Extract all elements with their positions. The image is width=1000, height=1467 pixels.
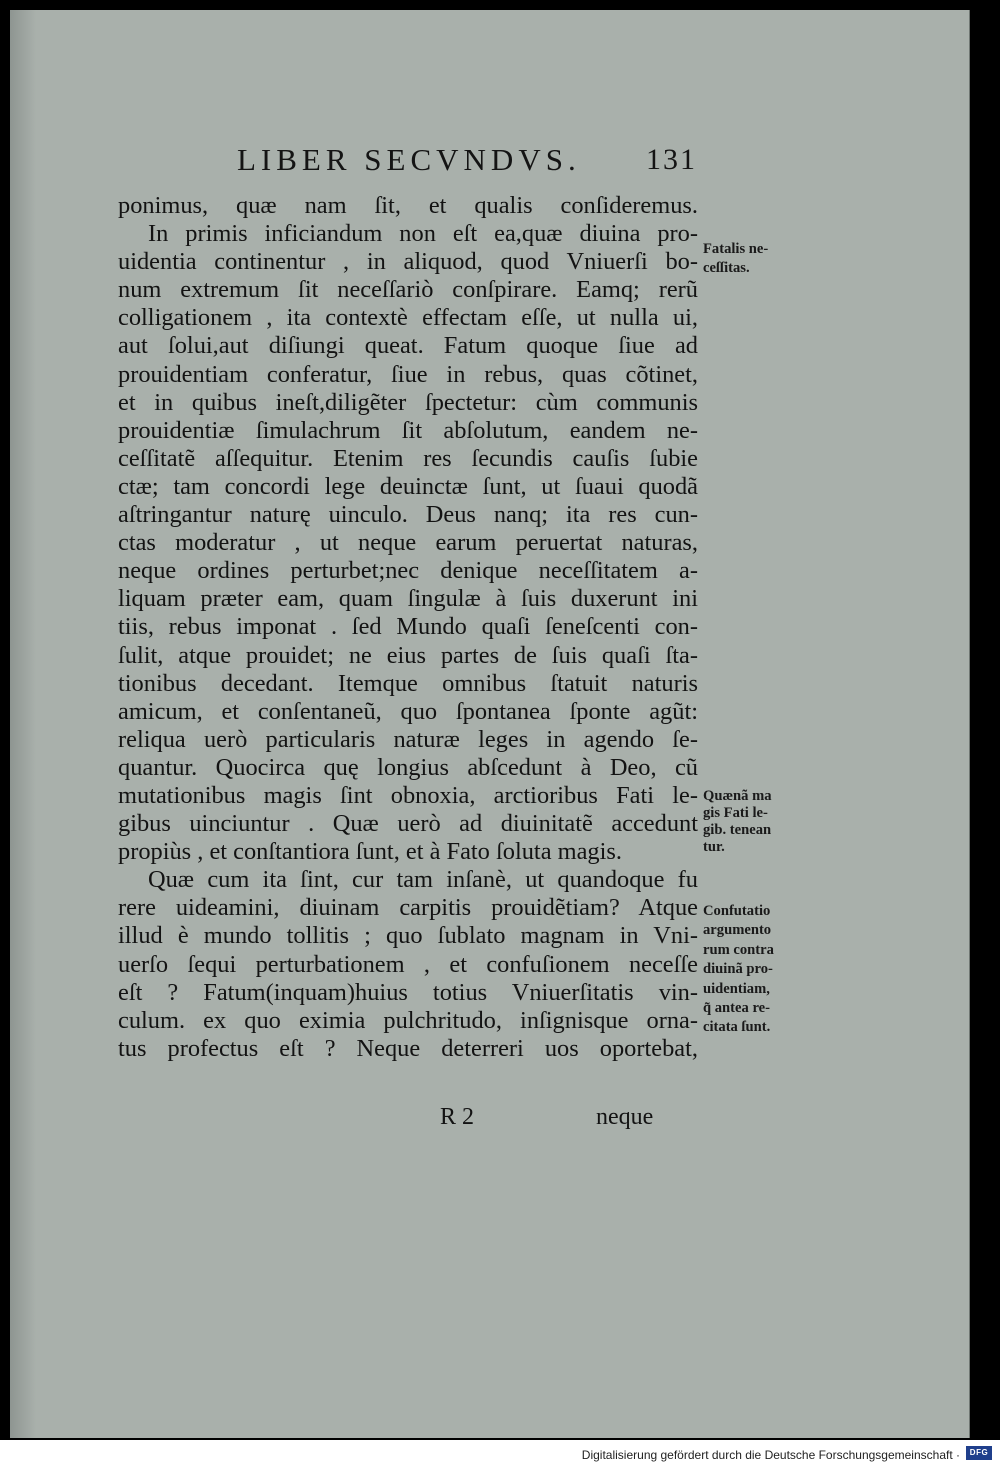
marginal-note-line: tur.	[703, 839, 725, 855]
marginal-note-line: argumento	[703, 922, 772, 939]
text-line: uidentia continentur , in aliquod, quod Vniuerſi bo-	[118, 248, 698, 276]
page-gutter-shadow	[10, 10, 36, 1438]
text-line: neque ordines perturbet;nec denique neceſſitatem a-	[118, 557, 698, 585]
marginal-note-line: Quænã ma	[703, 788, 772, 804]
text-line: reliqua uerò particularis naturæ leges in agendo ſe-	[118, 725, 698, 753]
text-line: ctæ; tam concordi lege deuinctæ ſunt, ut ſuaui quodã	[118, 472, 698, 500]
footer-bar	[0, 1440, 1000, 1467]
text-line: colligationem , ita contextè effectam eſſe, ut nulla ui,	[118, 304, 698, 332]
text-line: quantur. Quocirca quę longius abſcedunt à Deo, cũ	[118, 753, 698, 781]
marginal-note-line: gib. tenean	[703, 822, 772, 838]
marginal-note-fatalis	[703, 240, 768, 279]
text-line: rere uideamini, diuinam carpitis prouidẽtiam? Atque	[118, 894, 698, 922]
marginal-note-line: q̃ antea re-	[703, 999, 771, 1016]
text-line: liquam præter eam, quam ſingulæ à ſuis duxerunt ini	[118, 585, 698, 613]
marginal-note-quaenam	[703, 788, 772, 856]
text-line: culum. ex quo eximia pulchritudo, inſignisque orna-	[118, 1006, 698, 1034]
running-head: LIBER SECVNDVS.	[237, 142, 581, 177]
text-line: ctas moderatur , ut neque earum peruertat naturas,	[118, 529, 698, 557]
text-line: ceſſitatẽ aſſequitur. Etenim res ſecundis cauſis ſubie	[118, 444, 698, 472]
marginal-note-line: ceſſitas.	[703, 260, 750, 277]
text-line: In primis inficiandum non eſt ea,quæ diuina pro-	[148, 220, 698, 248]
text-line: prouidentiæ ſimulachrum ſit abſolutum, eandem ne-	[118, 416, 698, 444]
text-line: Quæ cum ita ſint, cur tam inſanè, ut quandoque fu	[148, 866, 698, 894]
text-line: tionibus decedant. Itemque omnibus ſtatuit naturis	[118, 669, 698, 697]
text-line: et in quibus ineſt,diligẽter ſpectetur: cùm communis	[118, 388, 698, 416]
text-line: ſulit, atque prouidet; ne eius partes de ſuis quaſi ſta-	[118, 641, 698, 669]
text-line: aut ſolui,aut diſiungi queat. Fatum quoque ſiue ad	[118, 332, 698, 360]
marginal-note-line: rum contra	[703, 941, 774, 958]
text-line: illud è mundo tollitis ; quo ſublato magnam in Vni-	[118, 922, 698, 950]
marginal-note-confutatio	[703, 902, 774, 1038]
text-line: amicum, et conſentaneũ, quo ſpontanea ſponte agũt:	[118, 697, 698, 725]
text-line: mutationibus magis ſint obnoxia, arctioribus Fati le-	[118, 781, 698, 809]
marginal-note-line: gis Fati le-	[703, 805, 768, 821]
text-line: gibus uinciuntur . Quæ uerò ad diuinitatẽ accedunt	[118, 810, 698, 838]
text-line: prouidentiam conferatur, ſiue in rebus, quas cõtinet,	[118, 360, 698, 388]
marginal-note-line: Confutatio	[703, 903, 771, 919]
funding-credit: Digitalisierung gefördert durch die Deutsche Forschungsgemeinschaft ·	[581, 1448, 960, 1462]
text-line: tiis, rebus imponat . ſed Mundo quaſi ſeneſcenti con-	[118, 613, 698, 641]
text-line: tus profectus eſt ? Neque deterreri uos oportebat,	[118, 1034, 698, 1062]
text-line: propiùs , et conſtantiora ſunt, et à Fato ſoluta magis.	[118, 838, 622, 866]
dfg-logo-icon: DFG	[966, 1446, 992, 1460]
signature-mark: R 2	[440, 1104, 475, 1130]
text-line: uerſo ſequi perturbationem , et confuſionem neceſſe	[118, 950, 698, 978]
marginal-note-line: citata ſunt.	[703, 1019, 771, 1036]
catchword: neque	[596, 1104, 654, 1130]
marginal-note-line: Fatalis ne-	[703, 241, 769, 257]
page-number: 131	[646, 143, 697, 176]
text-line: eſt ? Fatum(inquam)huius totius Vniuerſitatis vin-	[118, 978, 698, 1006]
text-line: num extremum ſit neceſſariò conſpirare. Eamq; rerũ	[118, 276, 698, 304]
text-line: aſtringantur naturę uinculo. Deus nanq; ita res cun-	[118, 501, 698, 529]
marginal-note-line: diuinã pro-	[703, 961, 773, 978]
catchword-line	[440, 1104, 680, 1134]
marginal-note-line: uidentiam,	[703, 980, 770, 997]
body-text	[118, 192, 698, 1063]
text-line: ponimus, quæ nam ſit, et qualis conſideremus.	[118, 192, 698, 219]
page-edge	[969, 10, 970, 1438]
